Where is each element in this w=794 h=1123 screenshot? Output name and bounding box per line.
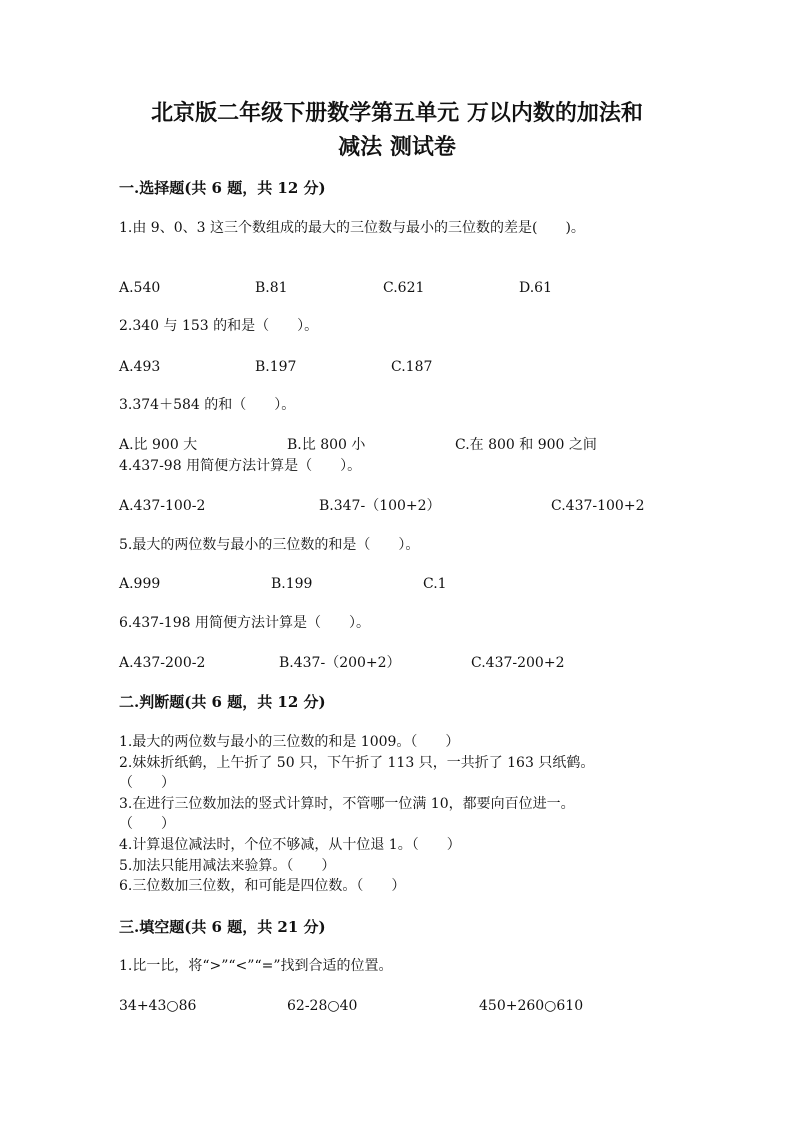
choice-5-option-b: B.199	[271, 576, 313, 592]
choice-2-option-a: A.493	[119, 359, 161, 375]
section-heading-choice: 一.选择题(共 6 题，共 12 分)	[119, 179, 326, 197]
choice-question-5: 5.最大的两位数与最小的三位数的和是（ ）。	[119, 537, 420, 553]
choice-6-option-a: A.437-200-2	[119, 655, 206, 671]
choice-2-option-b: B.197	[255, 359, 297, 375]
judge-question-5: 5.加法只能用减法来验算。（ ）	[119, 858, 336, 874]
choice-3-option-a: A.比 900 大	[119, 437, 198, 453]
fill-question-1: 1.比一比，将“>”“<”“=”找到合适的位置。	[119, 958, 393, 974]
compare-item-3: 450+260○610	[479, 998, 584, 1014]
choice-4-option-c: C.437-100+2	[551, 498, 645, 514]
judge-question-3-brackets: （ ）	[119, 816, 175, 832]
choice-6-option-c: C.437-200+2	[471, 655, 565, 671]
compare-item-1: 34+43○86	[119, 998, 197, 1014]
choice-2-option-c: C.187	[391, 359, 433, 375]
choice-1-option-b: B.81	[255, 280, 288, 296]
choice-1-option-a: A.540	[119, 280, 161, 296]
judge-question-2: 2.妹妹折纸鹤，上午折了 50 只，下午折了 113 只，一共折了 163 只纸鹤。	[119, 755, 595, 771]
page-title-line-1: 北京版二年级下册数学第五单元 万以内数的加法和	[151, 100, 643, 126]
choice-question-2: 2.340 与 153 的和是（ ）。	[119, 318, 319, 334]
page-title-line-2: 减法 测试卷	[338, 134, 456, 160]
choice-question-6: 6.437-198 用简便方法计算是（ ）。	[119, 615, 370, 631]
choice-3-option-b: B.比 800 小	[287, 437, 366, 453]
choice-question-4: 4.437-98 用简便方法计算是（ ）。	[119, 458, 362, 474]
judge-question-3: 3.在进行三位数加法的竖式计算时，不管哪一位满 10，都要向百位进一。	[119, 796, 575, 812]
choice-3-option-c: C.在 800 和 900 之间	[455, 437, 597, 453]
choice-6-option-b: B.437-（200+2）	[279, 655, 401, 671]
compare-item-2: 62-28○40	[287, 998, 358, 1014]
choice-4-option-a: A.437-100-2	[119, 498, 206, 514]
judge-question-4: 4.计算退位减法时，个位不够减，从十位退 1。（ ）	[119, 837, 461, 853]
judge-question-2-brackets: （ ）	[119, 775, 175, 791]
choice-5-option-c: C.1	[423, 576, 447, 592]
judge-question-1: 1.最大的两位数与最小的三位数的和是 1009。（ ）	[119, 734, 460, 750]
section-heading-fill: 三.填空题(共 6 题，共 21 分)	[119, 918, 326, 936]
choice-question-1: 1.由 9、0、3 这三个数组成的最大的三位数与最小的三位数的差是( )。	[119, 220, 585, 236]
section-heading-judge: 二.判断题(共 6 题，共 12 分)	[119, 693, 326, 711]
choice-1-option-d: D.61	[519, 280, 552, 296]
choice-4-option-b: B.347-（100+2）	[319, 498, 441, 514]
choice-5-option-a: A.999	[119, 576, 161, 592]
choice-1-option-c: C.621	[383, 280, 425, 296]
judge-question-6: 6.三位数加三位数，和可能是四位数。（ ）	[119, 878, 406, 894]
choice-question-3: 3.374＋584 的和（ ）。	[119, 397, 296, 413]
